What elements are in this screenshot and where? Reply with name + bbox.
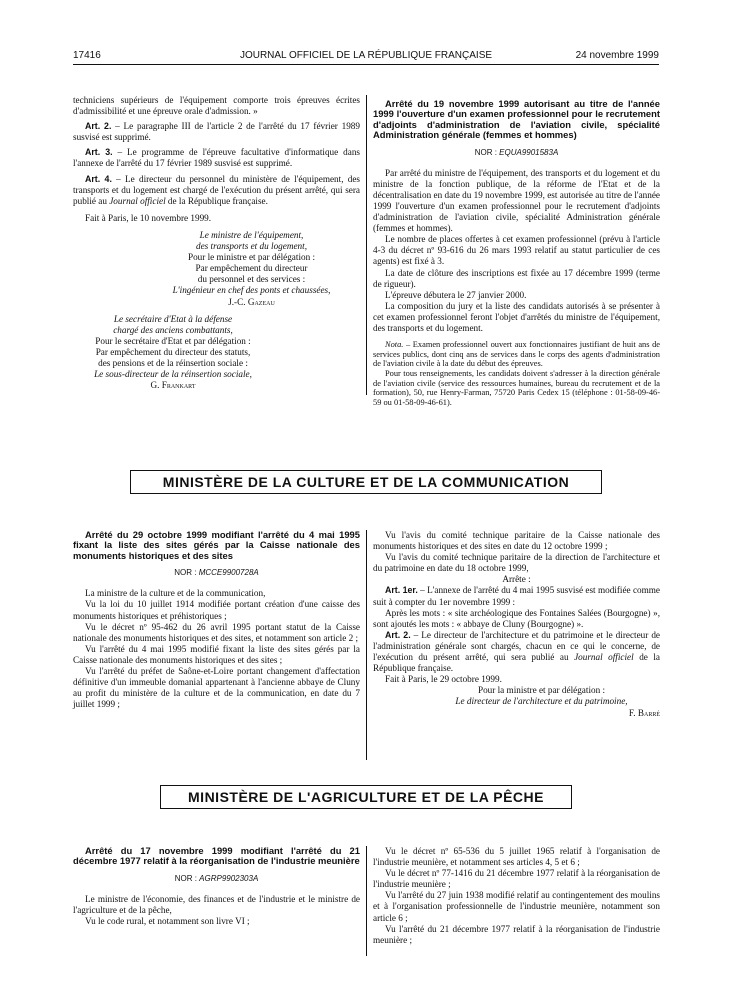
- fait-line: Fait à Paris, le 29 octobre 1999.: [385, 674, 502, 685]
- nor-label: NOR :: [174, 568, 199, 578]
- article-label: Art. 2.: [385, 629, 411, 640]
- paragraph: Vu l'arrêté du 21 décembre 1977 relatif à la réorganisation de l'industrie meunière ;: [373, 923, 660, 945]
- paragraph: L'épreuve débutera le 27 janvier 2000.: [385, 289, 527, 300]
- article-label: Art. 3.: [85, 147, 113, 158]
- signature-line: Le ministre de l'équipement,: [199, 229, 304, 240]
- nota-label: Nota.: [385, 340, 404, 350]
- signature-line: Par empêchement du directeur des statuts,: [95, 346, 251, 357]
- article-text: – Le paragraphe III de l'article 2 de l'arrêté du 17 février 1989 susvisé est supprimé.: [73, 121, 360, 143]
- signature-line: du personnel et des services :: [197, 274, 306, 285]
- decree-title: Arrêté du 19 novembre 1999 autorisant au titre de l'année 1999 l'ouverture d'un examen professionnel pour le recrutement d'adjoints d'administration de l'aviation civile, spécialité Administration générale (femmes et hommes): [373, 98, 660, 141]
- paragraph: Vu le code rural, et notamment son livre VI ;: [85, 916, 250, 927]
- nor-reference: [373, 147, 660, 158]
- fait-line: Fait à Paris, le 10 novembre 1999.: [85, 212, 212, 223]
- article-3: [73, 147, 360, 169]
- decree-title: Arrêté du 17 novembre 1999 modifiant l'arrêté du 21 décembre 1977 relatif à la réorganisation de l'industrie meunière: [73, 845, 360, 867]
- culture-left-column: [73, 530, 360, 710]
- paragraph: Vu la loi du 10 juillet 1914 modifiée portant création d'une caisse des monuments historiques et préhistoriques ;: [73, 599, 360, 621]
- article-2: [373, 630, 660, 674]
- signature-line: Par empêchement du directeur: [195, 263, 308, 274]
- journal-ref: Journal officiel: [574, 652, 634, 663]
- article-2: [73, 121, 360, 143]
- culture-right-column: [373, 530, 660, 719]
- decree-title: Arrêté du 29 octobre 1999 modifiant l'arrêté du 4 mai 1995 fixant la liste des sites gérés par la Caisse nationale des monuments historiques et des sites: [73, 529, 360, 561]
- paragraph: Vu le décret nº 77-1416 du 21 décembre 1977 relatif à la réorganisation de l'industrie meunière ;: [373, 868, 660, 890]
- nota-contact: Pour tous renseignements, les candidats doivent s'adresser à la direction générale de l'aviation civile (service des ressources humaines, bureau du recrutement et de la formation), 50, rue Henry-Farman, 75720 Paris Cedex 15 (téléphone : 01-58-09-46-59 ou 01-58-09-46-61).: [373, 368, 660, 407]
- column-divider: [366, 95, 367, 395]
- signature-line: Le directeur de l'architecture et du patrimoine,: [455, 696, 628, 707]
- paragraph: Vu le décret nº 95-462 du 26 avril 1995 portant statut de la Caisse nationale des monuments historiques et des sites, et notamment son article 2 ;: [73, 621, 360, 643]
- signature-block-1: [73, 230, 360, 308]
- article-text-end: de la République française.: [373, 652, 661, 674]
- issue-date: 24 novembre 1999: [575, 50, 659, 61]
- paragraph: Vu l'arrêté du 4 mai 1995 modifié fixant la liste des sites gérés par la Caisse nationale des monuments historiques et des sites ;: [73, 643, 360, 665]
- signatory-name: J.-C. Gazeau: [228, 296, 275, 307]
- signature-line: Pour le ministre et par délégation :: [187, 252, 316, 263]
- nor-code: MCCE9900728A: [198, 568, 259, 578]
- paragraph: La ministre de la culture et de la communication,: [85, 588, 266, 599]
- signature-line: des transports et du logement,: [195, 241, 307, 252]
- paragraph: La composition du jury et la liste des candidats autorisés à se présenter à cet examen professionnel feront l'objet d'arrêtés du ministre de l'équipement, des transports et du logement.: [373, 300, 660, 334]
- arrete-line: Arrête :: [502, 574, 531, 585]
- paragraph: techniciens supérieurs de l'équipement comporte trois épreuves écrites d'admissibilité et une épreuve orale d'admission. »: [73, 95, 360, 117]
- journal-ref: Journal officiel: [109, 195, 166, 206]
- signature-line: L'ingénieur en chef des ponts et chaussées,: [172, 285, 331, 296]
- paragraph: La date de clôture des inscriptions est fixée au 17 décembre 1999 (terme de rigueur).: [373, 267, 660, 289]
- signature-line: Le secrétaire d'Etat à la défense: [113, 313, 233, 324]
- signature-line: Pour la ministre et par délégation :: [477, 685, 606, 696]
- page-number: 17416: [73, 50, 101, 61]
- paragraph: Après les mots : « site archéologique des Fontaines Salées (Bourgogne) », sont ajoutés les mots : « abbaye de Cluny (Bourgogne) ».: [373, 607, 660, 629]
- nota-text: – Examen professionnel ouvert aux fonctionnaires justifiant de huit ans de services publics, dont cinq ans de services dans le corps des agents d'administration de l'aviation civile à la date du début des épreuves.: [373, 340, 660, 369]
- signatory-name: F. Barré: [628, 707, 660, 718]
- column-divider: [366, 846, 367, 956]
- nor-label: NOR :: [174, 873, 200, 883]
- nor-code: AGRP9902303A: [199, 873, 259, 883]
- top-left-column: [73, 95, 360, 391]
- article-label: Art. 2.: [85, 121, 112, 132]
- nor-label: NOR :: [474, 147, 500, 157]
- article-text: – L'annexe de l'arrêté du 4 mai 1995 susvisé est modifiée comme suit à compter du 1er novembre 1999 :: [373, 585, 660, 607]
- signature-line: chargé des anciens combattants,: [113, 324, 233, 335]
- nor-reference: [73, 567, 360, 578]
- agri-left-column: [73, 846, 360, 927]
- ministry-heading-agriculture: MINISTÈRE DE L'AGRICULTURE ET DE LA PÊCHE: [160, 785, 572, 809]
- ministry-heading-culture: MINISTÈRE DE LA CULTURE ET DE LA COMMUNICATION: [130, 470, 602, 494]
- column-divider: [366, 530, 367, 760]
- article-text: – Le directeur de l'architecture et du patrimoine et le directeur de l'administration générale sont chargés, chacun en ce qui le concerne, de l'exécution du présent arrêté, qui sera publié au: [373, 629, 660, 663]
- article-label: Art. 4.: [85, 173, 112, 184]
- top-right-column: [373, 99, 660, 407]
- paragraph: Vu le décret nº 65-536 du 5 juillet 1965 relatif à l'organisation de l'industrie meunière, et notamment ses articles 4, 5 et 6 ;: [373, 846, 660, 868]
- article-1: [373, 585, 660, 607]
- article-4: [73, 174, 360, 207]
- article-text: – Le programme de l'épreuve facultative d'informatique dans l'annexe de l'arrêté du 17 février 1989 susvisé est supprimé.: [73, 147, 360, 169]
- agri-right-column: [373, 846, 660, 946]
- signatory-name: G. Frankart: [150, 380, 196, 391]
- paragraph: Vu l'arrêté du 27 juin 1938 modifié relatif au contingentement des moulins et à l'organisation professionnelle de l'industrie meunière, notamment son article 6 ;: [373, 890, 660, 923]
- journal-title: JOURNAL OFFICIEL DE LA RÉPUBLIQUE FRANÇAISE: [239, 50, 493, 61]
- paragraph: Vu l'arrêté du préfet de Saône-et-Loire portant changement d'affectation définitive d'un immeuble domanial appartenant à l'ancienne abbaye de Cluny au profit du ministère de la culture et de la communication, en date du 7 juillet 1999 ;: [73, 665, 360, 710]
- signature-line: Pour le secrétaire d'Etat et par délégation :: [95, 335, 251, 346]
- article-label: Art. 1er.: [385, 585, 418, 596]
- signature-block-2: [73, 314, 273, 392]
- header-rule: [73, 64, 659, 65]
- paragraph: Le ministre de l'économie, des finances et de l'industrie et le ministre de l'agriculture et de la pêche,: [73, 893, 360, 915]
- nor-reference: [73, 873, 360, 884]
- paragraph: Le nombre de places offertes à cet examen professionnel (prévu à l'article 4-3 du décret nº 93-616 du 26 mars 1993 relatif au statut particulier de ces agents) est fixé à 3.: [373, 234, 660, 267]
- paragraph: Par arrêté du ministre de l'équipement, des transports et du logement et du ministre de la fonction publique, de la réforme de l'Etat et de la décentralisation en date du 19 novembre 1999, est autorisée au titre de l'année 1999 l'ouverture d'un examen professionnel pour le recrutement d'adjoints d'administration de l'aviation civile, spécialité Administration générale (femmes et hommes).: [373, 167, 660, 234]
- signature-line: des pensions et de la réinsertion sociale :: [98, 357, 248, 368]
- signature-block: [373, 685, 660, 718]
- paragraph: Vu l'avis du comité technique paritaire de la Caisse nationale des monuments historiques et des sites en date du 12 octobre 1999 ;: [373, 530, 660, 552]
- paragraph: Vu l'avis du comité technique paritaire de la direction de l'architecture et du patrimoine en date du 18 octobre 1999,: [373, 552, 660, 574]
- nota: [373, 340, 660, 369]
- article-text: – Le directeur du personnel du ministère de l'équipement, des transports et du logement est chargé de l'exécution du présent arrêté, qui sera publié au: [73, 173, 360, 206]
- article-text-end: de la République française.: [165, 195, 268, 206]
- nor-code: EQUA9901583A: [499, 147, 559, 157]
- signature-line: Le sous-directeur de la réinsertion sociale,: [94, 369, 252, 380]
